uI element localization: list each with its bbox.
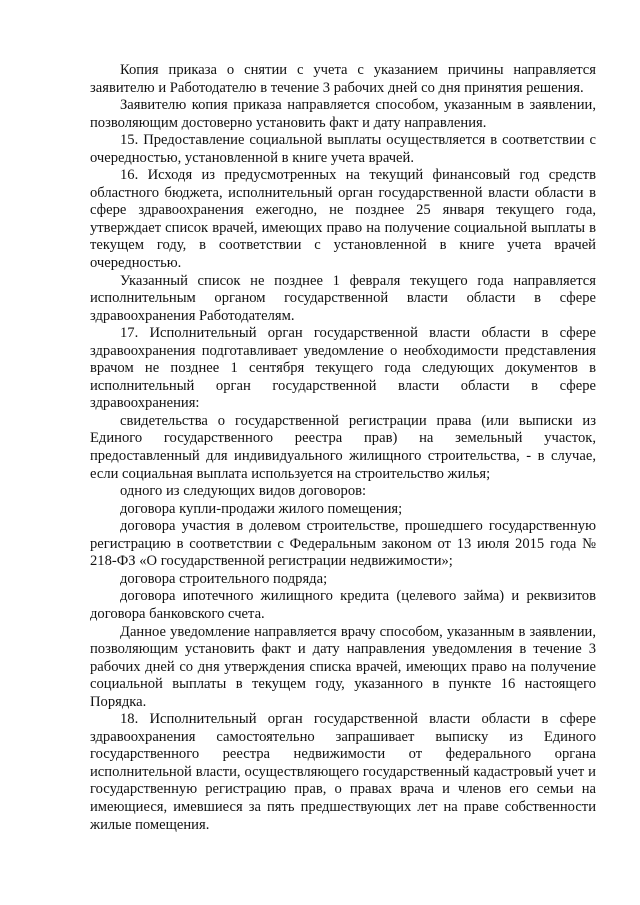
paragraph-construction-contract: договора строительного подряда; [120, 570, 328, 587]
paragraph-order-copy-sent: Копия приказа о снятии с учета с указанием причины направляется заявителю и Работодателю в течение 3 рабочих дней со дня принятия решения. [90, 62, 596, 96]
paragraph-item-16: 16. Исходя из предусмотренных на текущий финансовый год средств областного бюджета, исполнительный орган государственной власти области в сфере здравоохранения ежегодно, не позднее 25 января текущего года, утверждает список врачей, имеющих право на получение социальной выплаты в текущем году, в соответствии с установленной в книге учета врачей очередностью. [90, 167, 596, 272]
paragraph-land-certificate: свидетельства о государственной регистрации права (или выписки из Единого государственного реестра прав) на земельный участок, предоставленный для индивидуального жилищного строительства, - в случае, если социальная выплата используется на строительство жилья; [90, 412, 596, 482]
paragraph-item-15: 15. Предоставление социальной выплаты осуществляется в соответствии с очередностью, установленной в книге учета врачей. [90, 132, 596, 166]
paragraph-mortgage-contract: договора ипотечного жилищного кредита (целевого займа) и реквизитов договора банковского счета. [90, 588, 596, 622]
paragraph-list-sent-to-employers: Указанный список не позднее 1 февраля текущего года направляется исполнительным органом государственной власти области в сфере здравоохранения Работодателям. [90, 272, 596, 324]
paragraph-shared-construction-contract: договора участия в долевом строительстве, прошедшего государственную регистрацию в соответствии с Федеральным законом от 13 июля 2015 года № 218-ФЗ «О государственной регистрации недвижимости»; [90, 518, 596, 570]
paragraph-notification-sent: Данное уведомление направляется врачу способом, указанным в заявлении, позволяющим установить факт и дату направления уведомления в течение 3 рабочих дней со дня утверждения списка врачей, имеющих право на получение социальной выплаты в текущем году, указанного в пункте 16 настоящего Порядка. [90, 623, 596, 710]
paragraph-item-18: 18. Исполнительный орган государственной власти области в сфере здравоохранения самостоятельно запрашивает выписку из Единого государственного реестра недвижимости от федерального органа исполнительной власти, осуществляющего государственный кадастровый учет и государственную регистрацию прав, о правах врача и членов его семьи на имеющиеся, имевшиеся за пять предшествующих лет на праве собственности жилые помещения. [90, 711, 596, 833]
paragraph-purchase-contract: договора купли-продажи жилого помещения; [120, 500, 403, 517]
paragraph-delivery-method: Заявителю копия приказа направляется способом, указанным в заявлении, позволяющим достоверно установить факт и дату направления. [90, 97, 596, 131]
paragraph-item-17: 17. Исполнительный орган государственной власти области в сфере здравоохранения подготавливает уведомление о необходимости представления врачом не позднее 1 сентября текущего года следующих документов в исполнительный орган государственной власти области в сфере здравоохранения: [90, 325, 596, 412]
paragraph-contract-types: одного из следующих видов договоров: [120, 483, 367, 500]
document-page [90, 62, 596, 834]
